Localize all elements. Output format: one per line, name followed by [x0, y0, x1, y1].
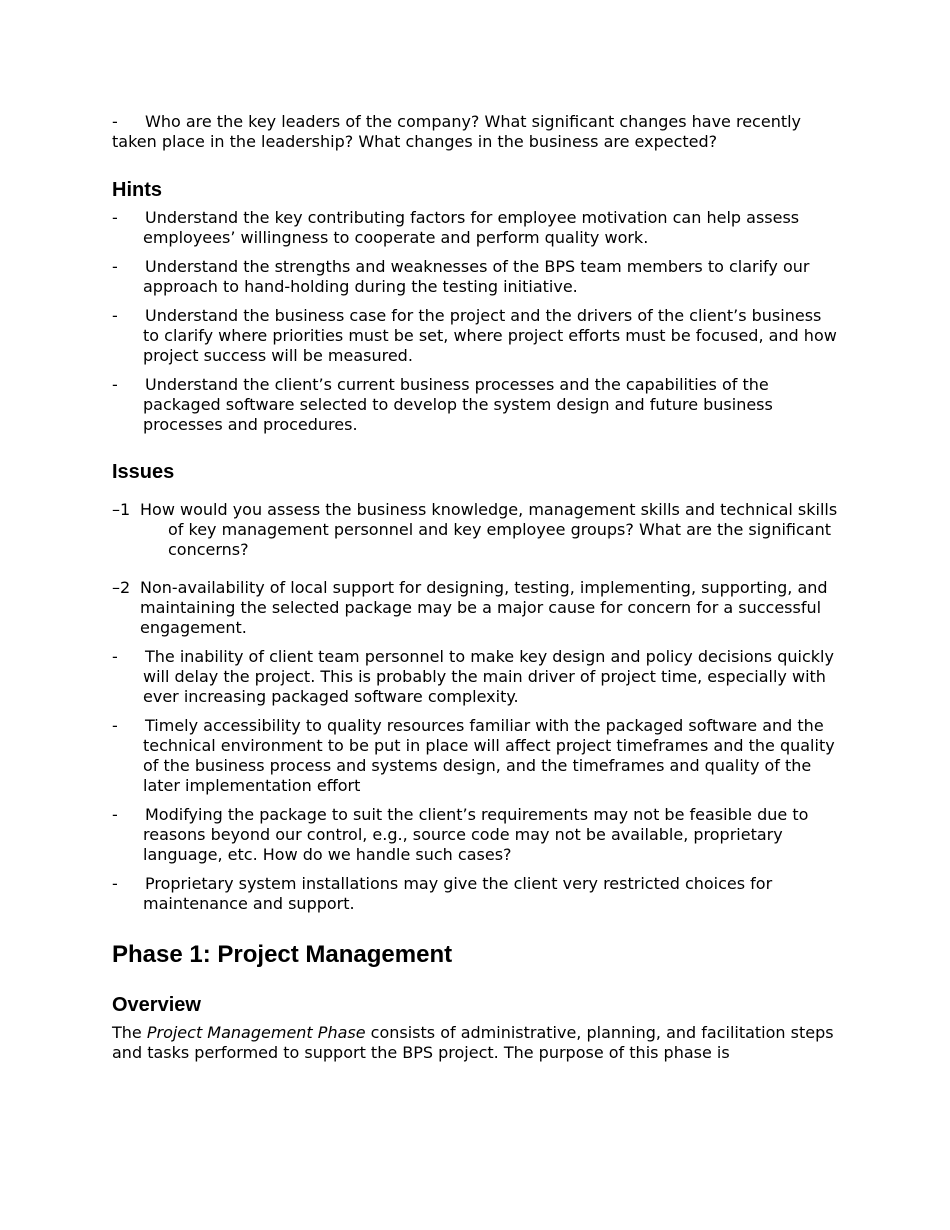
bullet-text: Timely accessibility to quality resources familiar with the packaged software and the technical environment to be put in place will affect project timeframes and the quality of the business process and systems design, and the timeframes and quality of the later implementation effort	[143, 716, 835, 795]
overview-heading: Overview	[112, 994, 201, 1016]
document-page	[112, 112, 842, 1063]
bullet-marker: -	[112, 112, 118, 131]
bullet-text: Modifying the package to suit the client’s requirements may not be feasible due to reasons beyond our control, e.g., source code may not be available, proprietary language, etc. How do we handle such cases?	[143, 805, 809, 864]
list-item	[112, 647, 842, 707]
bullet-text: Understand the key contributing factors for employee motivation can help assess employees’ willingness to cooperate and perform quality work.	[143, 208, 800, 247]
hints-heading: Hints	[112, 179, 162, 201]
bullet-text: Who are the key leaders of the company? What significant changes have recently taken place in the leadership? What changes in the business are expected?	[112, 112, 802, 151]
bullet-text: Understand the strengths and weaknesses of the BPS team members to clarify our approach to hand-holding during the testing initiative.	[143, 257, 810, 296]
bullet-marker: -	[112, 647, 118, 666]
list-item	[112, 208, 842, 248]
numbered-item	[112, 578, 842, 638]
list-item	[112, 716, 842, 796]
overview-paragraph	[112, 1023, 842, 1063]
numbered-item	[112, 500, 842, 560]
list-item	[112, 375, 842, 435]
list-item	[112, 874, 842, 914]
hints-list	[112, 208, 842, 435]
numbered-text: Non-availability of local support for designing, testing, implementing, supporting, and maintaining the selected package may be a major cause for concern for a successful engagement.	[140, 578, 828, 637]
phase-heading: Phase 1: Project Management	[112, 941, 453, 968]
list-item	[112, 257, 842, 297]
overview-text-rest: consists of administrative, planning, and facilitation steps and tasks performed to support the BPS project. The purpose of this phase is	[112, 1023, 834, 1062]
bullet-marker: -	[112, 805, 118, 824]
overview-text-start: The	[112, 1023, 147, 1042]
bullet-marker: -	[112, 716, 118, 735]
bullet-text: Understand the business case for the project and the drivers of the client’s business to clarify where priorities must be set, where project efforts must be focused, and how project success will be measured.	[143, 306, 837, 365]
number-marker: –1	[112, 500, 131, 519]
issues-list	[112, 647, 842, 914]
bullet-marker: -	[112, 306, 118, 325]
issues-numbered-list	[112, 500, 842, 638]
bullet-marker: -	[112, 257, 118, 276]
overview-phase-name: Project Management Phase	[146, 1023, 366, 1042]
bullet-marker: -	[112, 208, 118, 227]
bullet-marker: -	[112, 375, 118, 394]
bullet-marker: -	[112, 874, 118, 893]
bullet-text: Proprietary system installations may give the client very restricted choices for maintenance and support.	[143, 874, 773, 913]
intro-bullet	[112, 112, 842, 152]
bullet-text: The inability of client team personnel to make key design and policy decisions quickly will delay the project. This is probably the main driver of project time, especially with ever increasing packaged software complexity.	[143, 647, 834, 706]
bullet-text: Understand the client’s current business processes and the capabilities of the packaged software selected to develop the system design and future business processes and procedures.	[143, 375, 773, 434]
issues-heading: Issues	[112, 461, 175, 483]
list-item	[112, 306, 842, 366]
numbered-text: How would you assess the business knowledge, management skills and technical skills of key management personnel and key employee groups? What are the significant concerns?	[140, 500, 838, 559]
number-marker: –2	[112, 578, 131, 597]
list-item	[112, 805, 842, 865]
